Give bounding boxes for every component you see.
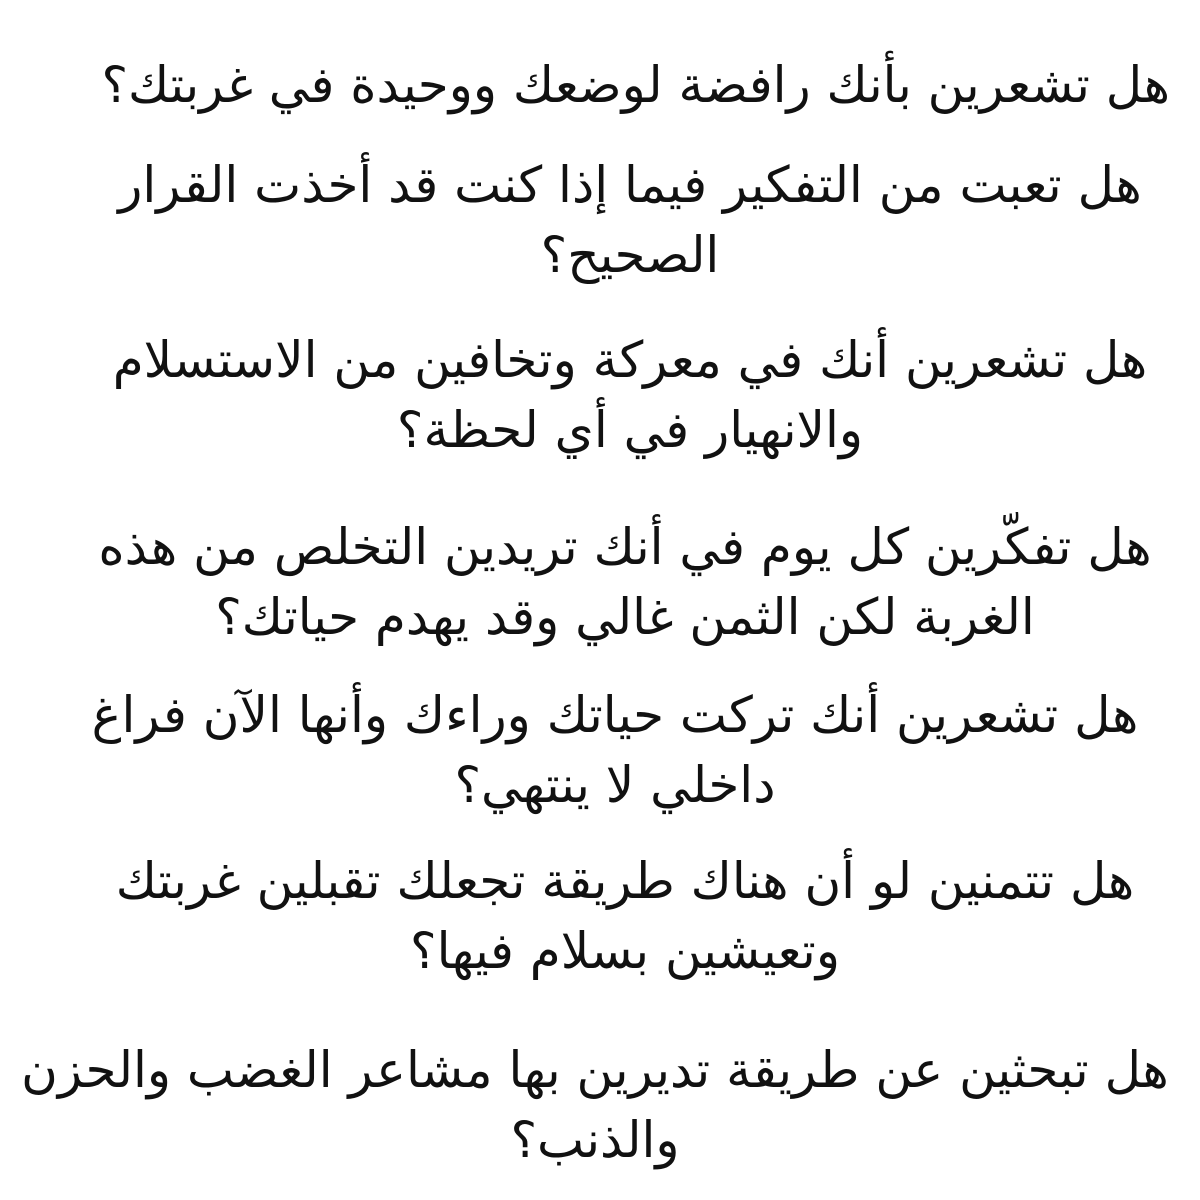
- question-4: [90, 512, 1160, 652]
- question-line: هل تشعرين بأنك رافضة لوضعك ووحيدة في غربتك؟: [101, 56, 1170, 114]
- question-line: هل تبحثين عن طريقة تديرين بها مشاعر الغضب والحزن: [21, 1041, 1169, 1099]
- question-3: [100, 325, 1160, 465]
- question-line: والانهيار في أي لحظة؟: [396, 401, 864, 459]
- question-6: [90, 846, 1160, 986]
- question-1: [30, 50, 1170, 120]
- question-line: هل تشعرين أنك في معركة وتخافين من الاستسلام: [112, 331, 1148, 389]
- question-line: هل تفكّرين كل يوم في أنك تريدين التخلص من هذه: [98, 518, 1152, 576]
- question-line: والذنب؟: [510, 1111, 680, 1169]
- question-line: هل تتمنين لو أن هناك طريقة تجعلك تقبلين غربتك: [115, 852, 1135, 910]
- question-line: الغربة لكن الثمن غالي وقد يهدم حياتك؟: [215, 588, 1035, 646]
- question-line: وتعيشين بسلام فيها؟: [410, 922, 840, 980]
- question-7: [10, 1035, 1180, 1175]
- question-line: هل تعبت من التفكير فيما إذا كنت قد أخذت القرار: [118, 156, 1142, 214]
- question-line: داخلي لا ينتهي؟: [454, 756, 776, 814]
- question-5: [75, 680, 1155, 820]
- question-2: [100, 150, 1160, 290]
- question-line: هل تشعرين أنك تركت حياتك وراءك وأنها الآن فراغ: [91, 686, 1139, 744]
- question-line: الصحيح؟: [540, 226, 720, 284]
